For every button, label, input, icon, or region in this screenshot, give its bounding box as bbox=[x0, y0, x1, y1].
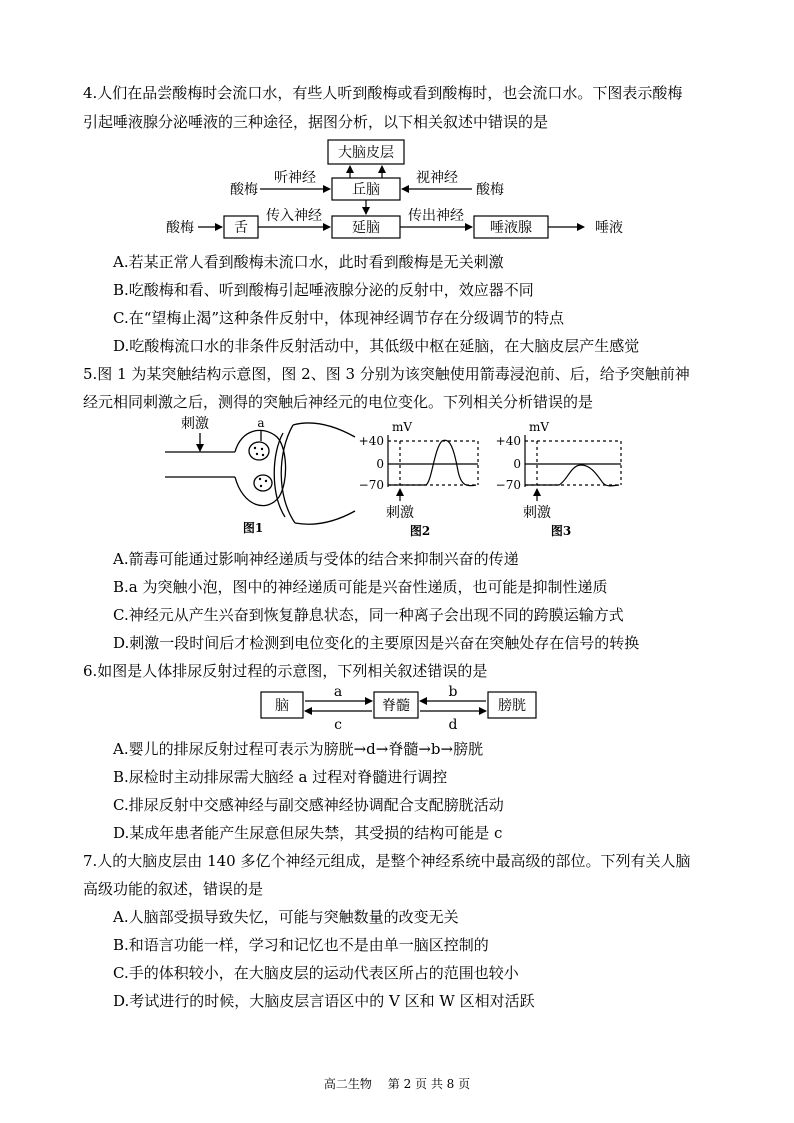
q4-option-a: A.若某正常人看到酸梅未流口水，此时看到酸梅是无关刺激 bbox=[113, 253, 504, 271]
q7-option-c: C.手的体积较小，在大脑皮层的运动代表区所占的范围也较小 bbox=[113, 964, 519, 982]
q7-option-b: B.和语言功能一样，学习和记忆也不是由单一脑区控制的 bbox=[113, 936, 489, 954]
fig2-unit: mV bbox=[392, 420, 413, 434]
q6-option-c: C.排尿反射中交感神经与副交感神经协调配合支配膀胱活动 bbox=[113, 796, 504, 814]
fig2-tick-mid: 0 bbox=[376, 457, 384, 471]
sour-plum-left: 酸梅 bbox=[230, 182, 258, 198]
sour-plum-right: 酸梅 bbox=[476, 182, 504, 198]
q4-stem-line2: 引起唾液腺分泌唾液的三种途径，据图分析，以下相关叙述中错误的是 bbox=[83, 113, 549, 131]
bladder-label: 膀胱 bbox=[498, 698, 526, 714]
fig1-stimulus-label: 刺激 bbox=[181, 416, 209, 432]
path-c-label: c bbox=[334, 717, 342, 733]
q6-option-b: B.尿检时主动排尿需大脑经 a 过程对脊髓进行调控 bbox=[113, 768, 448, 786]
q6-option-d: D.某成年患者能产生尿意但尿失禁，其受损的结构可能是 c bbox=[113, 824, 503, 842]
fig2-tick-top: +40 bbox=[358, 434, 384, 448]
q6-micturition-diagram bbox=[260, 684, 540, 734]
fig2-stimulus-label: 刺激 bbox=[386, 505, 414, 521]
afferent-nerve-label: 传入神经 bbox=[266, 208, 322, 224]
q4-stem-line1: 4.人们在品尝酸梅时会流口水，有些人听到酸梅或看到酸梅时，也会流口水。下图表示酸梅 bbox=[83, 84, 683, 102]
spinal-label: 脊髓 bbox=[382, 698, 410, 714]
auditory-nerve-label: 听神经 bbox=[274, 170, 316, 186]
footer-page-number: 第 2 页 共 8 页 bbox=[387, 1077, 471, 1091]
fig3-unit: mV bbox=[529, 420, 550, 434]
optic-nerve-label: 视神经 bbox=[416, 170, 458, 186]
q7-stem-line1: 7.人的大脑皮层由 140 多亿个神经元组成，是整个神经系统中最高级的部位。下列有关人脑 bbox=[83, 852, 691, 870]
fig1-label-a: a bbox=[257, 416, 265, 430]
q4-option-b: B.吃酸梅和看、听到酸梅引起唾液腺分泌的反射中，效应器不同 bbox=[113, 281, 534, 299]
fig2-tick-bottom: −70 bbox=[358, 478, 384, 492]
fig3-tick-bottom: −70 bbox=[495, 478, 521, 492]
q5-option-c: C.神经元从产生兴奋到恢复静息状态，同一种离子会出现不同的跨膜运输方式 bbox=[113, 606, 624, 624]
path-a-label: a bbox=[333, 684, 343, 700]
q4-option-c: C.在“望梅止渴”这种条件反射中，体现神经调节存在分级调节的特点 bbox=[113, 309, 565, 327]
medulla-label: 延脑 bbox=[352, 220, 380, 236]
fig2-potential-curve bbox=[388, 440, 476, 485]
efferent-nerve-label: 传出神经 bbox=[408, 208, 464, 224]
fig3-potential-curve bbox=[525, 465, 619, 486]
fig3-caption: 图3 bbox=[550, 524, 572, 538]
q6-option-a: A.婴儿的排尿反射过程可表示为膀胱→d→脊髓→b→膀胱 bbox=[113, 740, 484, 758]
cortex-label: 大脑皮层 bbox=[338, 145, 394, 161]
footer-subject: 高二生物 bbox=[323, 1077, 372, 1091]
fig2-caption: 图2 bbox=[409, 524, 431, 538]
fig1-caption: 图1 bbox=[242, 521, 264, 535]
fig3-tick-mid: 0 bbox=[513, 457, 521, 471]
page-footer bbox=[0, 1075, 794, 1092]
q4-reflex-diagram bbox=[160, 137, 640, 245]
tongue-label: 舌 bbox=[234, 220, 248, 236]
brain-label: 脑 bbox=[275, 698, 289, 714]
thalamus-label: 丘脑 bbox=[352, 182, 380, 198]
fig3-tick-top: +40 bbox=[495, 434, 521, 448]
q5-fig3-potential bbox=[495, 419, 630, 544]
sour-plum-bottom: 酸梅 bbox=[166, 220, 194, 236]
q5-stem-line2: 经元相同刺激之后，测得的突触后神经元的电位变化。下列相关分析错误的是 bbox=[83, 393, 594, 411]
q7-stem-line2: 高级功能的叙述，错误的是 bbox=[83, 880, 264, 898]
q5-option-a: A.箭毒可能通过影响神经递质与受体的结合来抑制兴奋的传递 bbox=[113, 550, 519, 568]
q5-option-d: D.刺激一段时间后才检测到电位变化的主要原因是兴奋在突触处存在信号的转换 bbox=[113, 634, 640, 652]
q7-option-d: D.考试进行的时候，大脑皮层言语区中的 V 区和 W 区相对活跃 bbox=[113, 992, 535, 1010]
saliva-label: 唾液 bbox=[595, 220, 623, 236]
q6-stem: 6.如图是人体排尿反射过程的示意图，下列相关叙述错误的是 bbox=[83, 662, 488, 680]
fig3-stimulus-label: 刺激 bbox=[523, 505, 551, 521]
path-d-label: d bbox=[448, 717, 458, 733]
q5-fig1-synapse bbox=[165, 415, 355, 540]
q5-stem-line1: 5.图 1 为某突触结构示意图，图 2、图 3 分别为该突触使用箭毒浸泡前、后，给予突触前神 bbox=[83, 365, 690, 383]
q4-option-d: D.吃酸梅流口水的非条件反射活动中，其低级中枢在延脑，在大脑皮层产生感觉 bbox=[113, 337, 640, 355]
path-b-label: b bbox=[448, 684, 458, 700]
q5-fig2-potential bbox=[358, 419, 488, 544]
gland-label: 唾液腺 bbox=[490, 220, 532, 236]
q7-option-a: A.人脑部受损导致失忆，可能与突触数量的改变无关 bbox=[113, 908, 459, 926]
q5-option-b: B.a 为突触小泡，图中的神经递质可能是兴奋性递质，也可能是抑制性递质 bbox=[113, 578, 608, 596]
